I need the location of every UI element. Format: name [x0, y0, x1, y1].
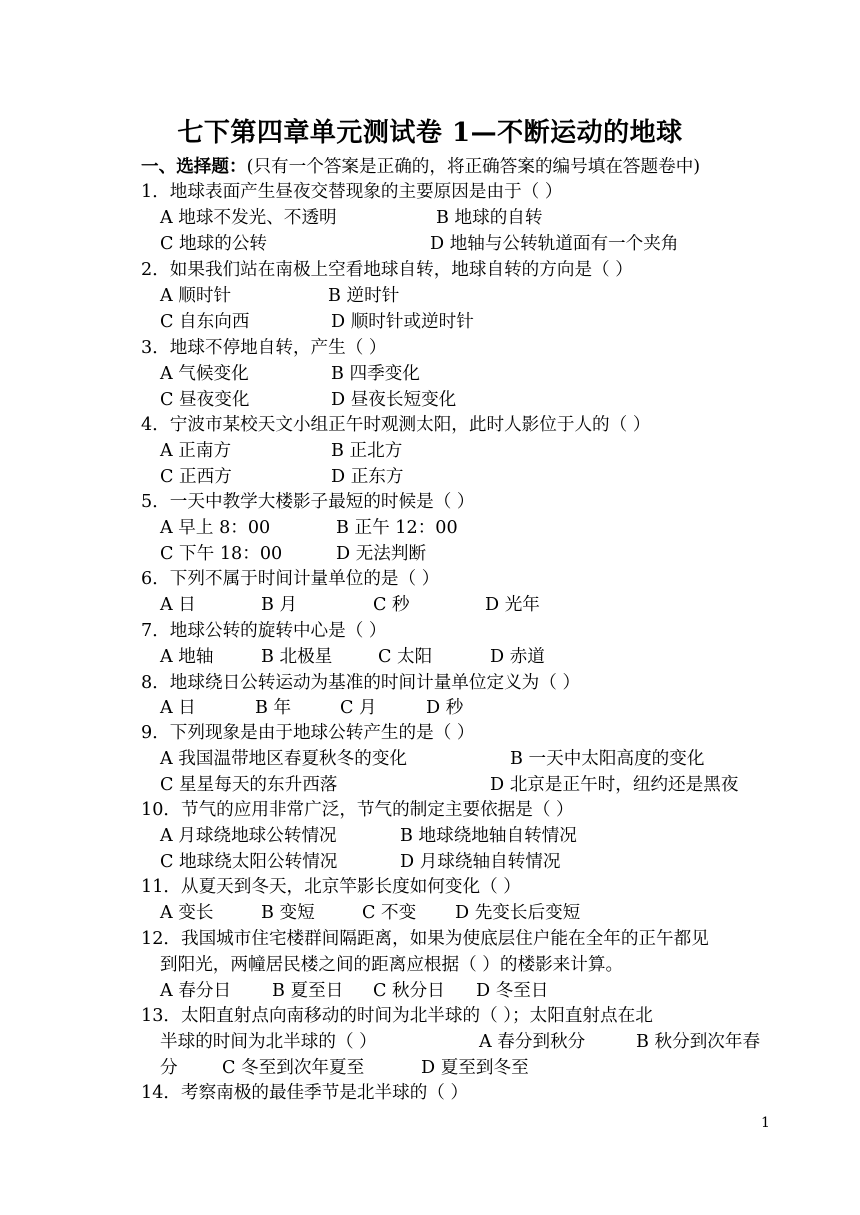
option-a: A 日 [160, 595, 196, 615]
option-c: C 太阳 [378, 647, 433, 667]
option-b: B 地球绕地轴自转情况 [400, 826, 577, 846]
option-a: A 日 [160, 698, 196, 718]
question-stem-continued: 半球的时间为北半球的（ ） [160, 1032, 377, 1052]
option-c: C 秒 [373, 595, 410, 615]
option-d: D 夏至到冬至 [421, 1058, 529, 1078]
option-a: A 气候变化 [160, 364, 249, 384]
question-stem: 8．地球绕日公转运动为基准的时间计量单位定义为（ ） [141, 673, 581, 693]
option-b: B 正北方 [331, 441, 403, 461]
question-stem: 7．地球公转的旋转中心是（ ） [141, 621, 387, 641]
option-b: B 四季变化 [331, 364, 420, 384]
option-c: C 秋分日 [373, 981, 445, 1001]
option-d: D 正东方 [331, 467, 404, 487]
option-d: D 赤道 [490, 647, 545, 667]
option-a: A 变长 [160, 903, 214, 923]
option-d: D 光年 [485, 595, 540, 615]
section-note: (只有一个答案是正确的，将正确答案的编号填在答题卷中) [246, 157, 701, 177]
option-b: B 正午 12：00 [336, 518, 458, 538]
option-a: A 月球绕地球公转情况 [160, 826, 337, 846]
option-c: C 正西方 [160, 467, 232, 487]
option-d: D 秒 [426, 698, 464, 718]
option-a: A 早上 8：00 [160, 518, 271, 538]
option-a: A 春分日 [160, 981, 232, 1001]
question-stem: 13．太阳直射点向南移动的时间为北半球的（ ）；太阳直射点在北 [141, 1006, 653, 1026]
option-c: C 冬至到次年夏至 [222, 1058, 365, 1078]
option-d: D 北京是正午时，纽约还是黑夜 [490, 775, 739, 795]
option-c: C 地球的公转 [160, 234, 268, 254]
option-d: D 月球绕轴自转情况 [400, 852, 561, 872]
option-b: B 夏至日 [272, 981, 344, 1001]
option-a: A 地球不发光、不透明 [160, 208, 337, 228]
option-d: D 顺时针或逆时针 [331, 312, 474, 332]
option-a: A 地轴 [160, 647, 214, 667]
option-b: B 北极星 [261, 647, 333, 667]
option-b: B 秋分到次年春 [636, 1032, 761, 1052]
option-b: B 年 [255, 698, 292, 718]
option-c: C 不变 [362, 903, 417, 923]
option-c: C 下午 18：00 [160, 544, 283, 564]
option-c: C 自东向西 [160, 312, 250, 332]
option-a: A 我国温带地区春夏秋冬的变化 [160, 749, 408, 769]
question-stem: 9．下列现象是由于地球公转产生的是（ ） [141, 723, 475, 743]
page-number: 1 [761, 1115, 770, 1131]
question-stem: 3．地球不停地自转，产生（ ） [141, 338, 387, 358]
question-stem: 2．如果我们站在南极上空看地球自转，地球自转的方向是（ ） [141, 260, 633, 280]
question-stem: 12．我国城市住宅楼群间隔距离，如果为使底层住户能在全年的正午都见 [141, 929, 709, 949]
option-c: C 昼夜变化 [160, 390, 250, 410]
option-d: D 冬至日 [476, 981, 549, 1001]
option-d: D 无法判断 [336, 544, 427, 564]
option-b: B 一天中太阳高度的变化 [510, 749, 705, 769]
option-a: A 顺时针 [160, 286, 232, 306]
option-b: B 地球的自转 [436, 208, 543, 228]
question-stem: 5．一天中教学大楼影子最短的时候是（ ） [141, 492, 475, 512]
option-c: C 星星每天的东升西落 [160, 775, 338, 795]
option-d: D 昼夜长短变化 [331, 390, 457, 410]
option-a: A 正南方 [160, 441, 232, 461]
question-stem-continued: 到阳光，两幢居民楼之间的距离应根据（ ）的楼影来计算。 [160, 955, 624, 975]
option-b: B 变短 [261, 903, 315, 923]
question-stem: 6．下列不属于时间计量单位的是（ ） [141, 569, 440, 589]
question-stem: 1．地球表面产生昼夜交替现象的主要原因是由于（ ） [141, 182, 563, 202]
section-heading [141, 156, 700, 178]
option-b: B 逆时针 [328, 286, 400, 306]
question-stem: 10．节气的应用非常广泛，节气的制定主要依据是（ ） [141, 800, 574, 820]
option-a: A 春分到秋分 [479, 1032, 586, 1052]
option-c: C 地球绕太阳公转情况 [160, 852, 338, 872]
option-d: D 先变长后变短 [455, 903, 581, 923]
option-b: B 月 [261, 595, 298, 615]
question-stem: 4．宁波市某校天文小组正午时观测太阳，此时人影位于人的（ ） [141, 415, 651, 435]
page-title: 七下第四章单元测试卷 1—不断运动的地球 [177, 118, 683, 148]
question-stem: 14．考察南极的最佳季节是北半球的（ ） [141, 1083, 469, 1103]
option-d: D 地轴与公转轨道面有一个夹角 [430, 234, 679, 254]
option-b-continued: 分 [160, 1058, 178, 1078]
option-c: C 月 [340, 698, 377, 718]
section-lead: 一、选择题： [141, 156, 247, 177]
question-stem: 11．从夏天到冬天，北京竿影长度如何变化（ ） [141, 877, 521, 897]
